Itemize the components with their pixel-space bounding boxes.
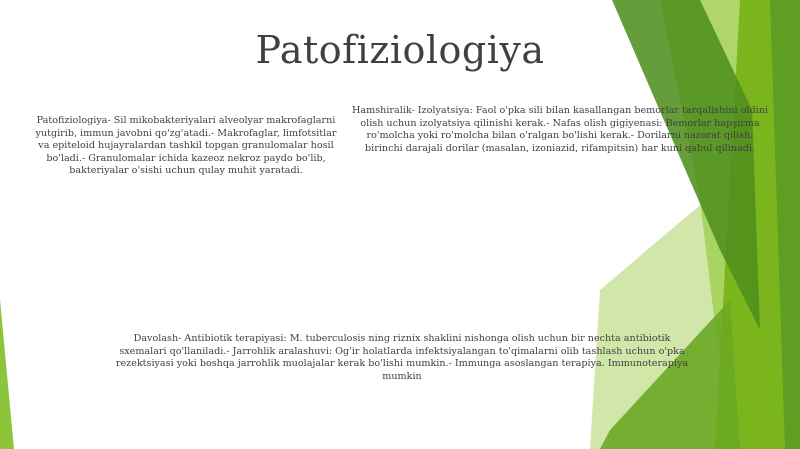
page-title: Patofiziologiya — [255, 28, 545, 72]
pathophysiology-text: Patofiziologiya- Sil mikobakteriyalari alveolyar makrofaglarni yutgirib, immun javobni qo'zg'atadi.- Makrofaglar, limfotsitlar va epiteloid hujayralardan tashkil topgan granulomalar hosil bo'ladi.- Granulomalar ichida kazeoz nekroz paydo bo'lib, bakteriyalar o'sishi uchun qulay muhit yaratadi. — [35, 115, 337, 177]
nursing-text: Hamshiralik- Izolyatsiya: Faol o'pka sili bilan kasallangan bemorlar tarqalishini oldini olish uchun izolyatsiya qilinishi kerak.- Nafas olish gigiyenasi: Bemorlar hapşırma ro'molcha yoki ro'molcha bilan o'ralgan bo'lishi kerak.- Dorilarni nazorat qilish: birinchi darajali dorilar (masalan, izoniazid, rifampitsin) har kuni qabul qilinadi. — [352, 105, 768, 154]
treatment-text: Davolash- Antibiotik terapiyasi: M. tuberculosis ning riznix shaklini nishonga olish uchun bir nechta antibiotik sxemalari qo'llaniladi.- Jarrohlik aralashuvi: Og'ir holatlarda infektsiyalangan to'qimalarni olib tashlash uchun o'pka rezektsiyasi yoki boshqa jarrohlik muolajalar kerak bo'lishi mumkin.- Immunga asoslangan terapiya. Immunoterapiya mumkin — [115, 333, 689, 382]
left-green-stripe — [0, 300, 14, 449]
